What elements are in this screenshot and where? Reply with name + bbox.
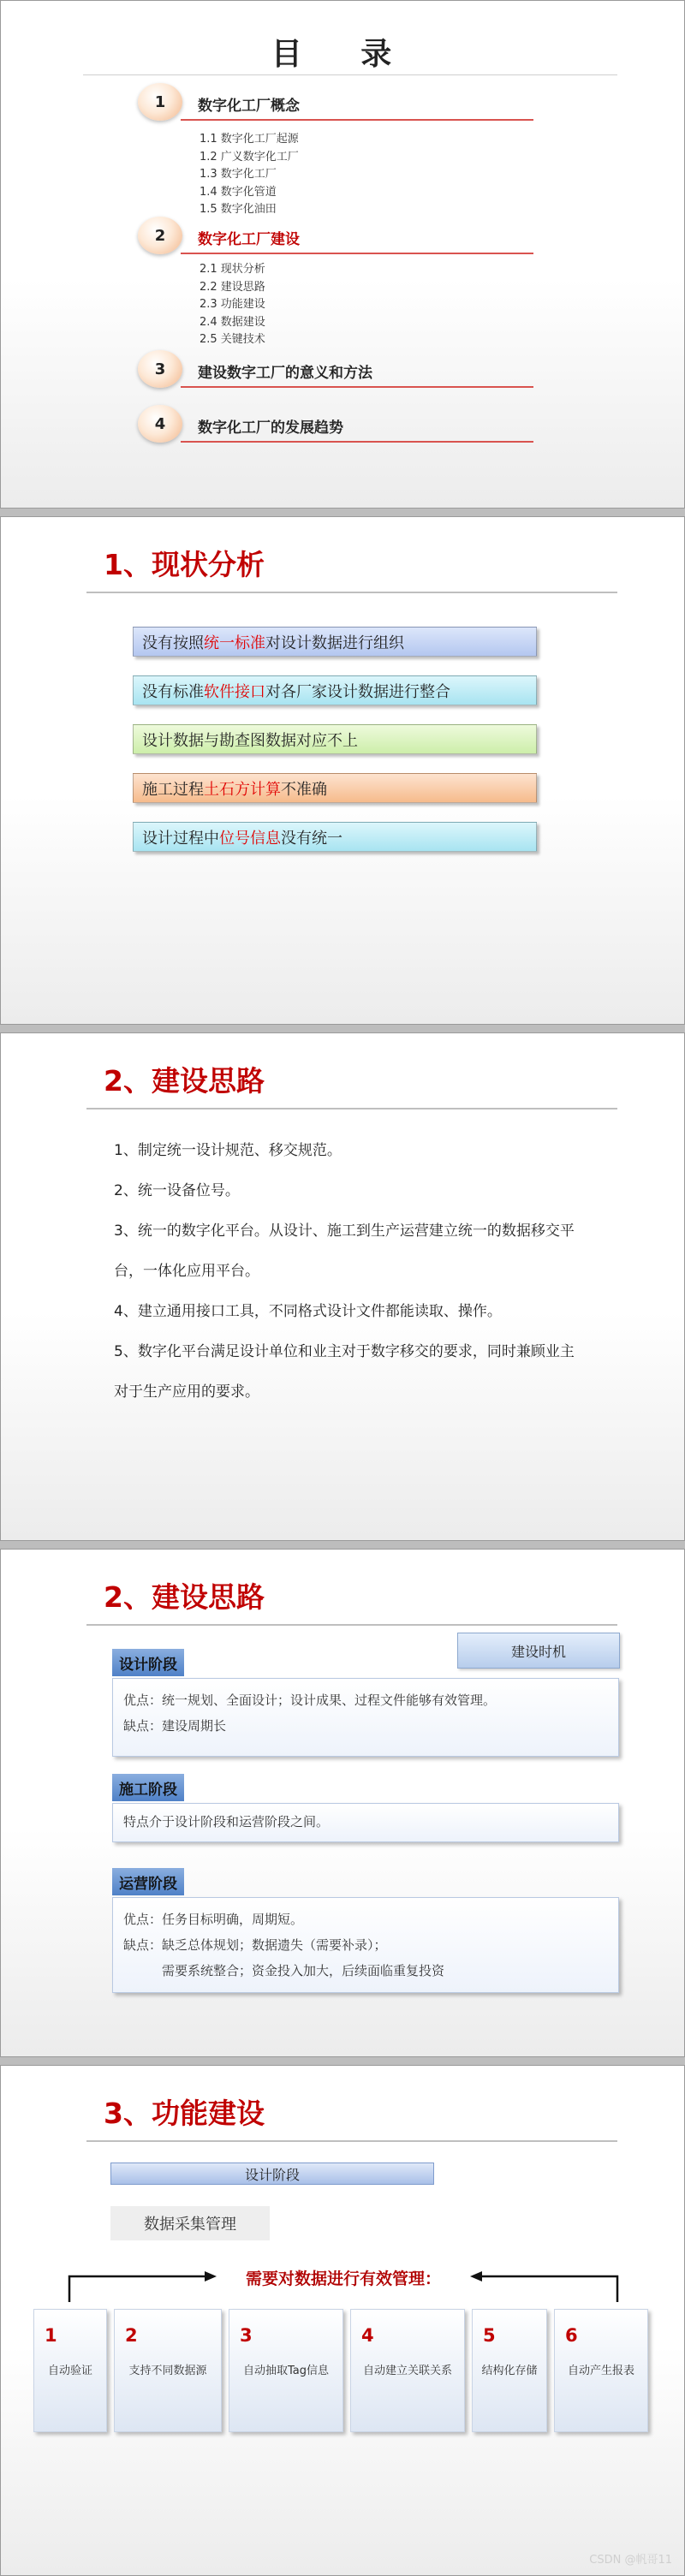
function-number: 3 [240,2325,253,2346]
toc-subitem[interactable]: 2.4 数据建设 [200,315,265,329]
issue-text: 不准确 [281,780,327,799]
design-phase-bar[interactable]: 设计阶段 [110,2163,434,2185]
toc-underline [181,386,533,388]
issue-highlight: 位号信息 [219,829,281,848]
idea-item: 5、数字化平台满足设计单位和业主对于数字移交的要求，同时兼顾业主对于生产应用的要求。 [114,1343,575,1401]
toc-underline [181,253,533,254]
phase-tag-design: 设计阶段 [112,1649,184,1676]
slide-construction-timing [0,1549,685,2057]
phase-box-construction [112,1803,619,1842]
phase-box-design [112,1678,619,1757]
function-label: 结构化存储 [481,2365,538,2377]
toc-subitem[interactable]: 1.4 数字化管道 [200,185,277,199]
phase-line: 需要系统整合；资金投入加大，后续面临重复投资 [123,1963,445,1978]
issue-text: 施工过程 [142,780,204,799]
toc-subitem[interactable]: 1.3 数字化工厂 [200,168,277,181]
issue-text: 设计过程中 [142,829,219,848]
timing-button[interactable]: 建设时机 [457,1633,620,1669]
function-number: 1 [45,2325,57,2346]
function-card-3[interactable] [229,2309,343,2432]
right-bracket-line [476,2276,617,2302]
phase-tag-operation: 运营阶段 [112,1868,184,1895]
function-card-6[interactable] [554,2309,648,2432]
toc-number-circle: 2 [138,217,182,254]
function-number: 5 [483,2325,496,2346]
idea-item: 3、统一的数字化平台。从设计、施工到生产运营建立统一的数据移交平台，一体化应用平台。 [114,1223,575,1280]
toc-item-3[interactable] [138,350,532,402]
issue-text: 对各厂家设计数据进行整合 [265,682,450,701]
issue-highlight: 统一标准 [204,634,265,652]
issue-text: 没有标准 [142,682,204,701]
slide-function-building [0,2065,685,2576]
toc-subitem[interactable]: 1.5 数字化油田 [200,203,277,216]
toc-sublist-2 [200,261,265,349]
function-number: 6 [565,2325,578,2346]
function-label: 支持不同数据源 [128,2365,207,2377]
idea-item: 2、统一设备位号。 [114,1182,240,1199]
toc-title: 目 录 [271,37,416,72]
toc-subitem[interactable]: 2.2 建设思路 [200,280,265,294]
toc-number-circle: 1 [138,83,182,121]
phase-line: 特点介于设计阶段和运营阶段之间。 [123,1814,330,1829]
heading-divider [86,1624,617,1626]
toc-underline [181,119,533,121]
toc-number-circle: 3 [138,350,182,388]
toc-item-2[interactable] [138,217,532,268]
toc-subitem[interactable]: 1.1 数字化工厂起源 [200,133,299,146]
data-collection-box[interactable]: 数据采集管理 [110,2206,270,2240]
toc-divider [83,74,617,75]
toc-item-label: 数字化工厂的发展趋势 [198,419,343,437]
toc-item-1[interactable] [138,83,532,134]
slide-heading: 1、现状分析 [104,548,265,581]
heading-divider [86,1108,617,1110]
issue-text: 没有按照 [142,634,204,652]
needs-management-label: 需要对数据进行有效管理： [245,2270,441,2288]
issue-highlight: 软件接口 [204,682,265,701]
toc-subitem[interactable]: 2.1 现状分析 [200,263,265,276]
ideas-list [114,1131,576,1413]
issue-highlight: 土石方计算 [204,780,281,799]
phase-line: 缺点：建设周期长 [123,1718,227,1734]
slide-heading: 2、建设思路 [104,1064,265,1098]
toc-subitem[interactable]: 2.5 关键技术 [200,333,265,346]
toc-underline [181,441,533,443]
toc-number-circle: 4 [138,405,182,443]
phase-box-operation [112,1897,619,1993]
heading-divider [86,592,617,593]
function-card-2[interactable] [114,2309,222,2432]
issue-bar-5 [133,822,537,852]
phase-tag-construction: 施工阶段 [112,1774,184,1801]
issue-text: 设计数据与勘查图数据对应不上 [142,731,358,750]
function-card-5[interactable] [472,2309,547,2432]
issue-text: 对设计数据进行组织 [265,634,404,652]
issue-bar-3 [133,724,537,754]
function-label: 自动抽取Tag信息 [242,2365,329,2377]
toc-sublist-1 [200,131,299,219]
issue-text: 没有统一 [281,829,342,848]
slide-status-analysis [0,516,685,1025]
left-bracket-line [69,2276,211,2302]
slide-toc [0,0,685,509]
toc-subitem[interactable]: 1.2 广义数字化工厂 [200,150,299,164]
toc-item-4[interactable] [138,405,532,456]
function-number: 4 [361,2325,374,2346]
function-card-4[interactable] [350,2309,465,2432]
idea-item: 1、制定统一设计规范、移交规范。 [114,1142,342,1159]
function-card-1[interactable] [33,2309,107,2432]
watermark: CSDN @帆哥11 [589,2554,672,2567]
slide-construction-ideas [0,1032,685,1541]
issue-bar-4 [133,773,537,803]
function-number: 2 [125,2325,138,2346]
toc-subitem[interactable]: 2.3 功能建设 [200,298,265,311]
issue-bar-2 [133,675,537,705]
slide-heading: 3、功能建设 [104,2097,265,2130]
phase-line: 优点：统一规划、全面设计；设计成果、过程文件能够有效管理。 [123,1693,497,1708]
function-label: 自动产生报表 [567,2365,634,2377]
toc-item-label: 建设数字工厂的意义和方法 [198,365,372,382]
phase-line: 缺点：缺乏总体规划；数据遗失（需要补录）； [123,1937,387,1953]
idea-item: 4、建立通用接口工具，不同格式设计文件都能读取、操作。 [114,1303,502,1320]
toc-item-label: 数字化工厂建设 [198,231,300,248]
function-label: 自动验证 [47,2365,92,2377]
issue-bar-1 [133,627,537,657]
phase-line: 优点：任务目标明确，周期短。 [123,1912,304,1927]
slide-heading: 2、建设思路 [104,1580,265,1614]
toc-item-label: 数字化工厂概念 [198,98,300,115]
function-label: 自动建立关联关系 [362,2365,452,2377]
